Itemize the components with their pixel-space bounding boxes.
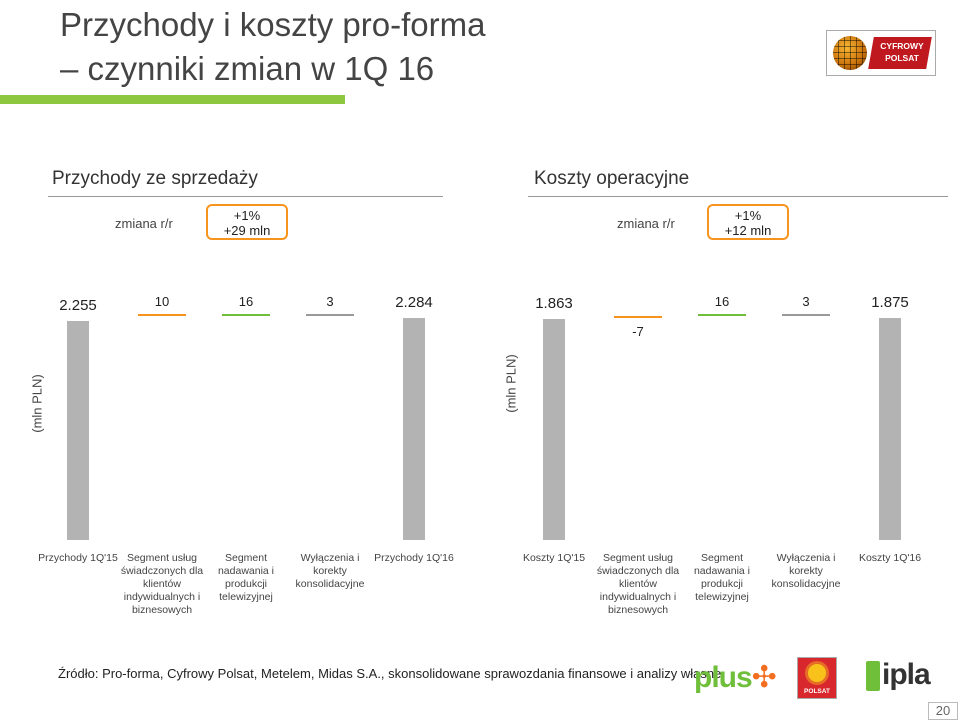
data-label: 1.863 [535, 295, 573, 313]
logo-text: CYFROWY POLSAT [880, 41, 924, 63]
costs-change-pct: +1% [734, 208, 762, 223]
ipla-icon [866, 661, 880, 691]
revenue-axis-label: (mln PLN) [29, 374, 45, 433]
delta-marker [222, 314, 270, 316]
delta-marker [782, 314, 830, 316]
revenue-change-abs: +29 mln [223, 223, 271, 238]
revenue-chart [40, 280, 500, 620]
polsat-logo-text: POLSAT [804, 688, 830, 695]
data-label: 16 [238, 294, 254, 309]
delta-marker [614, 316, 662, 318]
costs-change-abs: +12 mln [724, 223, 772, 238]
revenue-change-pct: +1% [233, 208, 261, 223]
page-title-line1: Przychody i koszty pro-forma [60, 6, 486, 43]
total-bar [543, 319, 565, 540]
polsat-logo [797, 657, 837, 699]
delta-marker [306, 314, 354, 316]
costs-panel-divider [528, 196, 948, 197]
costs-change-badge [707, 204, 789, 240]
revenue-panel-divider [48, 196, 443, 197]
data-label: 1.875 [871, 294, 909, 311]
costs-change-label: zmiana r/r [617, 216, 675, 231]
total-bar [879, 318, 901, 540]
revenue-panel-title: Przychody ze sprzedaży [52, 168, 258, 189]
costs-panel-title: Koszty operacyjne [534, 168, 690, 189]
data-label: 2.255 [59, 296, 97, 314]
category-label: Segment usług świadczonych dla klientów indywidualnych i biznesowych [120, 552, 204, 616]
data-label: -7 [632, 324, 644, 339]
category-label: Wyłączenia i korekty konsolidacyjne [771, 552, 841, 590]
total-bar [403, 318, 425, 540]
category-label: Przychody 1Q'16 [374, 552, 454, 564]
revenue-change-label: zmiana r/r [115, 216, 173, 231]
plus-logo-mark: ✣ [751, 661, 776, 694]
delta-marker [698, 314, 746, 316]
globe-icon [833, 36, 867, 70]
category-label: Przychody 1Q'15 [38, 552, 118, 564]
data-label: 16 [714, 294, 730, 309]
category-label: Koszty 1Q'16 [858, 552, 922, 564]
data-label: 10 [154, 294, 170, 309]
data-label: 3 [802, 294, 810, 309]
category-label: Segment nadawania i produkcji telewizyjnej [693, 552, 751, 603]
data-label: 2.284 [395, 294, 433, 311]
page-number: 20 [928, 702, 958, 720]
title-accent-bar [0, 95, 345, 104]
delta-marker [138, 314, 186, 316]
total-bar [67, 321, 89, 540]
page-title-line2: – czynniki zmian w 1Q 16 [60, 50, 435, 87]
costs-axis-label: (mln PLN) [503, 354, 519, 413]
data-label: 3 [326, 294, 334, 309]
category-label: Wyłączenia i korekty konsolidacyjne [295, 552, 365, 590]
costs-chart [516, 280, 960, 620]
category-label: Segment usług świadczonych dla klientów indywidualnych i biznesowych [596, 552, 680, 616]
plus-logo-text: plus [694, 661, 752, 694]
source-note: Źródło: Pro-forma, Cyfrowy Polsat, Metelem, Midas S.A., skonsolidowane sprawozdania finansowe i analizy własne [58, 666, 722, 681]
plus-logo [694, 660, 776, 695]
category-label: Segment nadawania i produkcji telewizyjnej [217, 552, 275, 603]
ipla-logo-text: ipla [882, 658, 930, 691]
revenue-change-badge [206, 204, 288, 240]
cyfrowy-polsat-logo [826, 30, 936, 76]
sun-icon [808, 664, 826, 682]
category-label: Koszty 1Q'15 [522, 552, 586, 564]
